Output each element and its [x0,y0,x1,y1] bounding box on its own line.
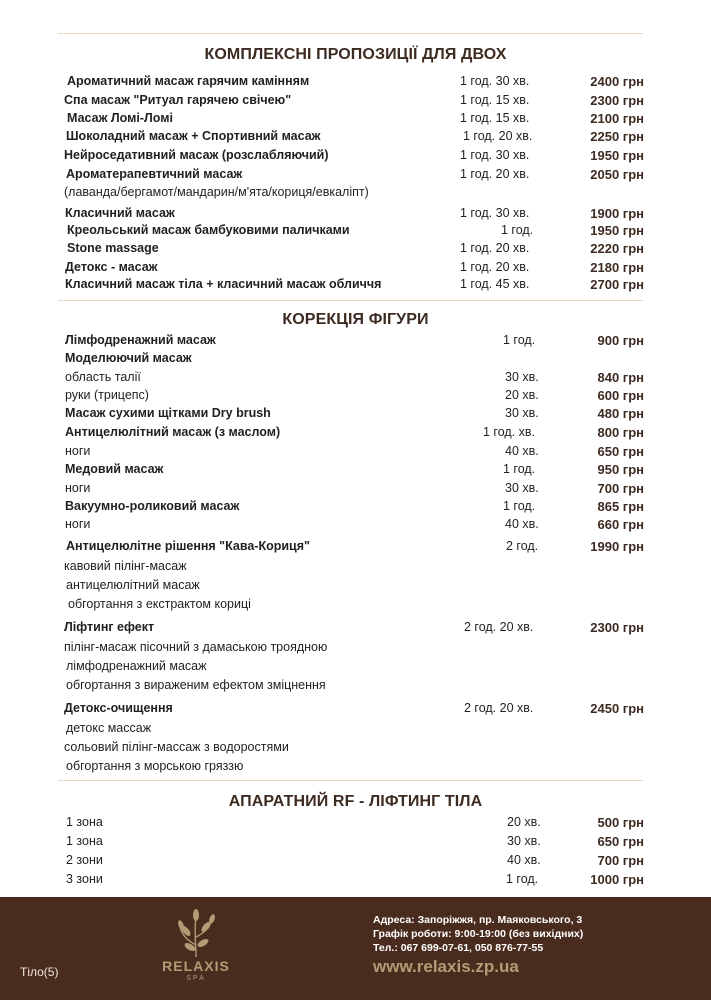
footer [0,897,711,1000]
price-row [0,620,711,638]
service-name: Нейроседативний масаж (розслабляючий) [64,148,329,162]
price-row [0,853,711,871]
price-row [0,277,711,295]
service-name: Масаж Ломі-Ломі [67,111,173,125]
service-duration: 1 год. 45 хв. [460,277,530,291]
service-name: Масаж сухими щітками Dry brush [65,406,271,420]
price-row [0,815,711,833]
program-step [0,640,711,658]
program-step-text: пілінг-масаж пісочний з дамаською троядною [64,640,328,654]
service-name: Антицелюлітне рішення "Кава-Кориця" [66,539,310,553]
service-price: 865 грн [597,499,644,514]
price-row [0,499,711,517]
price-row [0,425,711,443]
service-name: Детокс-очищення [64,701,173,715]
price-row [0,241,711,259]
service-name: Спа масаж "Ритуал гарячею свічею" [64,93,292,107]
service-duration: 30 хв. [505,370,539,384]
service-duration: 1 год. [501,223,534,237]
service-duration: 1 год. 30 хв. [460,74,530,88]
program-step [0,759,711,777]
service-name: ноги [65,481,91,495]
program-step [0,578,711,596]
service-duration: 30 хв. [505,481,539,495]
price-row [0,260,711,278]
website-link[interactable]: www.relaxis.zp.ua [373,957,519,976]
service-price: 2050 грн [590,167,644,182]
service-duration: 1 год. 30 хв. [460,148,530,162]
service-name: Медовий масаж [65,462,164,476]
service-duration: 1 год. хв. [483,425,535,439]
service-price: 800 грн [597,425,644,440]
service-price: 950 грн [597,462,644,477]
service-duration: 1 год. 20 хв. [460,241,530,255]
olive-branch-icon [166,905,226,965]
service-price: 2400 грн [590,74,644,89]
service-price: 660 грн [597,517,644,532]
program-step-text: детокс массаж [66,721,152,735]
service-price: 2700 грн [590,277,644,292]
service-name: Лімфодренажний масаж [65,333,216,347]
price-row [0,185,711,203]
service-duration: 2 год. 20 хв. [464,701,534,715]
program-step-text: лімфодренажний масаж [66,659,207,673]
service-duration: 1 год. 15 хв. [460,111,530,125]
service-price: 1950 грн [590,223,644,238]
service-name: ноги [65,517,91,531]
service-name: ноги [65,444,91,458]
body-bottom-divider [58,780,643,781]
service-duration: 1 год. 20 хв. [463,129,533,143]
price-row [0,462,711,480]
service-duration: 1 год. [503,462,536,476]
program-step-text: антицелюлітний масаж [66,578,200,592]
service-name: Шоколадний масаж + Спортивний масаж [66,129,321,143]
brand-name: RELAXIS [162,958,230,974]
service-price: 2220 грн [590,241,644,256]
brand-subtitle: SPA [186,975,206,982]
service-price: 900 грн [597,333,644,348]
program-step-text: обгортання з морською гряззю [66,759,244,773]
service-price: 650 грн [597,834,644,849]
price-row [0,111,711,129]
price-row [0,129,711,147]
service-name: (лаванда/бергамот/мандарин/м'ята/кориця/евкаліпт) [64,185,369,199]
price-row [0,167,711,185]
address-text: Адреса: Запоріжжя, пр. Маяковського, 3 [373,914,583,926]
couples-bottom-divider [58,300,643,301]
price-row [0,74,711,92]
price-row [0,148,711,166]
price-row [0,206,711,224]
service-duration: 2 год. [506,539,539,553]
service-duration: 20 хв. [505,388,539,402]
service-name: Детокс - масаж [65,260,158,274]
service-price: 700 грн [597,853,644,868]
top-divider [58,33,643,34]
service-duration: 1 год. 15 хв. [460,93,530,107]
price-row [0,701,711,719]
price-row [0,872,711,890]
service-duration: 1 год. 20 хв. [460,260,530,274]
program-step-text: обгортання з вираженим ефектом зміцнення [66,678,326,692]
service-price: 500 грн [597,815,644,830]
service-name: Вакуумно-роликовий масаж [65,499,240,513]
service-name: Класичний масаж тіла + класичний масаж обличчя [65,277,382,291]
service-price: 700 грн [597,481,644,496]
service-price: 840 грн [597,370,644,385]
program-step-text: обгортання з екстрактом кориці [68,597,251,611]
service-price: 2450 грн [590,701,644,716]
program-step [0,597,711,615]
service-name: 1 зона [66,815,103,829]
service-duration: 1 год. [506,872,539,886]
program-step-text: кавовий пілінг-масаж [64,559,187,573]
program-step [0,721,711,739]
service-price: 1900 грн [590,206,644,221]
section-title-body-correction: КОРЕКЦІЯ ФІГУРИ [282,311,429,328]
price-row [0,406,711,424]
program-step [0,740,711,758]
service-duration: 20 хв. [507,815,541,829]
service-price: 2300 грн [590,93,644,108]
hours-text: Графік роботи: 9:00-19:00 (без вихідних) [373,928,584,940]
price-row [0,444,711,462]
service-price: 2300 грн [590,620,644,635]
program-step [0,659,711,677]
program-step-text: сольовий пілінг-массаж з водоростями [64,740,289,754]
price-row [0,223,711,241]
service-duration: 1 год. 20 хв. [460,167,530,181]
service-duration: 1 год. 30 хв. [460,206,530,220]
page-label: Тіло(5) [20,965,59,979]
service-price: 480 грн [597,406,644,421]
service-price: 1990 грн [590,539,644,554]
price-row [0,539,711,557]
service-duration: 30 хв. [505,406,539,420]
service-price: 2250 грн [590,129,644,144]
service-price: 2100 грн [590,111,644,126]
service-duration: 2 год. 20 хв. [464,620,534,634]
price-row [0,388,711,406]
service-duration: 1 год. [503,499,536,513]
price-row [0,517,711,535]
service-name: руки (трицепс) [65,388,149,402]
price-row [0,333,711,351]
program-step [0,678,711,696]
price-row [0,370,711,388]
service-name: Stone massage [67,241,159,255]
service-price: 600 грн [597,388,644,403]
service-price: 650 грн [597,444,644,459]
service-price: 1000 грн [590,872,644,887]
service-name: Ліфтинг ефект [64,620,155,634]
service-duration: 40 хв. [507,853,541,867]
price-row [0,481,711,499]
service-duration: 1 год. [503,333,536,347]
service-name: 1 зона [66,834,103,848]
service-duration: 30 хв. [507,834,541,848]
price-row [0,351,711,369]
service-duration: 40 хв. [505,517,539,531]
service-name: Креольський масаж бамбуковими паличками [67,223,350,237]
phones-text[interactable]: Тел.: 067 699-07-61, 050 876-77-55 [373,942,544,954]
section-title-rf-lifting: АПАРАТНИЙ RF - ЛІФТИНГ ТІЛА [228,793,483,810]
service-duration: 40 хв. [505,444,539,458]
price-row [0,834,711,852]
service-name: 3 зони [66,872,103,886]
service-name: Класичний масаж [65,206,175,220]
program-step [0,559,711,577]
service-name: Моделюючий масаж [65,351,192,365]
service-price: 2180 грн [590,260,644,275]
service-name: Ароматичний масаж гарячим камінням [67,74,310,88]
section-title-couples: КОМПЛЕКСНІ ПРОПОЗИЦІЇ ДЛЯ ДВОХ [204,46,507,63]
service-name: область талії [65,370,141,384]
service-name: 2 зони [66,853,103,867]
service-price: 1950 грн [590,148,644,163]
service-name: Антицелюлітний масаж (з маслом) [65,425,281,439]
service-name: Ароматерапевтичний масаж [66,167,243,181]
price-row [0,93,711,111]
